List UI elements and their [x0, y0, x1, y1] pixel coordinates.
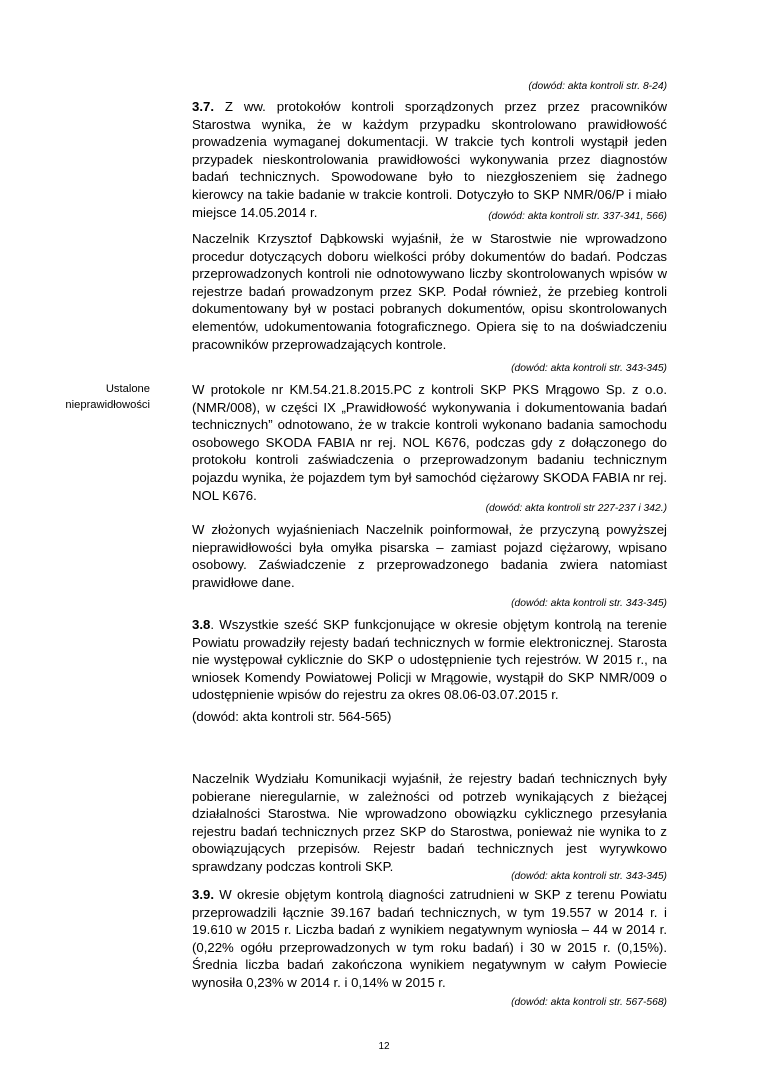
sidebar-label-line1: Ustalone	[105, 383, 150, 395]
sidebar-label-line2: nieprawidłowości	[65, 398, 150, 411]
evidence-note: (dowód: akta kontroli str. 567-568)	[511, 997, 667, 1008]
page-number: 12	[378, 1041, 390, 1052]
paragraph-wyjasnienia: W złożonych wyjaśnieniach Naczelnik poinformował, że przyczyną powyższej nieprawidłowości była omyłka pisarska – zamiast pojazd ciężarowy, wpisano osobowy. Zaświadczenie z przeprowadzonego badania zwiera natomiast prawidłowe dane.	[192, 522, 667, 590]
paragraph-naczelnik-1: Naczelnik Krzysztof Dąbkowski wyjaśnił, że w Starostwie nie wprowadzono procedur dotyczących doboru wielkości próby dokumentów do badań. Podczas przeprowadzonych kontroli nie odnotowywano liczby skontrolowanych wpisów w rejestrze badań prowadzonym przez SKP. Podał również, że przebieg kontroli dokumentowany był w postaci pobranych dokumentów, opisu skontrolowanych elementów, udokumentowania fotograficznego. Opiera się to na doświadczeniu pracowników przeprowadzających kontrole.	[192, 231, 667, 352]
section-number: 3.9.	[192, 887, 214, 902]
section-number: 3.7.	[192, 99, 214, 114]
section-text: . Wszystkie sześć SKP funkcjonujące w okresie objętym kontrolą na terenie Powiatu prowadziły rejesty badań technicznych w formie elektronicznej. Starosta nie występował cyklicznie do SKP o udostępnienie tych rejestrów. W 2015 r., na wniosek Komendy Powiatowej Policji w Mrągowie, wystąpił do SKP NMR/009 o udostępnienie wpisów do rejestru za okres 08.06-03.07.2015 r.	[192, 617, 667, 703]
paragraph-protokol: W protokole nr KM.54.21.8.2015.PC z kontroli SKP PKS Mrągowo Sp. z o.o. (NMR/008), w części IX „Prawidłowość wykonywania i dokumentowania badań technicznych” odnotowano, że w trakcie kontroli wykonano badania samochodu osobowego SKODA FABIA nr rej. NOL K676, podczas gdy z dołączonego do protokołu kontroli zaświadczenia o przeprowadzonym badaniu technicznym pojazdu wynika, że pojazdem tym był samochód ciężarowy SKODA FABIA nr rej. NOL K676.	[192, 382, 667, 503]
section-3-8	[192, 616, 667, 704]
evidence-note: (dowód: akta kontroli str. 564-565)	[192, 709, 392, 724]
evidence-note: (dowód: akta kontroli str 227-237 i 342.)	[485, 503, 667, 514]
section-3-7	[192, 98, 667, 221]
section-text: Z ww. protokołów kontroli sporządzonych przez przez pracowników Starostwa wynika, że w każdym przypadku skontrolowano prawidłowość prowadzenia wymaganej dokumentacji. W trakcie tych kontroli wystąpił jeden przypadek nieskontrolowania prawidłowości wykonywania przez diagnostów badań technicznych. Spowodowane było to niezgłoszeniem się żadnego kierowcy na takie badanie w trakcie kontroli. Dotyczyło to SKP NMR/06/P i miało miejsce 14.05.2014 r.	[192, 99, 667, 220]
evidence-note: (dowód: akta kontroli str. 343-345)	[511, 598, 667, 609]
section-number: 3.8	[192, 617, 211, 632]
evidence-note: (dowód: akta kontroli str. 337-341, 566)	[488, 211, 667, 222]
section-3-9	[192, 886, 667, 992]
main-column	[192, 0, 667, 1087]
evidence-note: (dowód: akta kontroli str. 8-24)	[528, 81, 667, 92]
evidence-note: (dowód: akta kontroli str. 343-345)	[511, 363, 667, 374]
section-text: W okresie objętym kontrolą diagności zatrudnieni w SKP z terenu Powiatu przeprowadzili łącznie 39.167 badań technicznych, w tym 19.557 w 2014 r. i 19.610 w 2015 r. Liczba badań z wynikiem negatywnym wyniosła – 44 w 2014 r. (0,22% ogółu przeprowadzonych w tym roku badań) i 30 w 2015 r. (0,15%). Średnia liczba badań zakończona wynikiem negatywnym w całym Powiecie wynosiła 0,23% w 2014 r. i 0,14% w 2015 r.	[192, 887, 668, 990]
paragraph-naczelnik-2: Naczelnik Wydziału Komunikacji wyjaśnił, że rejestry badań technicznych były pobierane nieregularnie, w zależności od potrzeb wynikających z bieżącej działalności Starostwa. Nie wprowadzono obowiązku cyklicznego przesyłania rejestru badań technicznych przez SKP do Starostwa, ponieważ nie wynika to z obowiązujących przepisów. Rejestr badań technicznych jest wyrywkowo sprawdzany podczas kontroli SKP.	[192, 771, 667, 874]
sidebar-label	[40, 382, 150, 413]
evidence-note: (dowód: akta kontroli str. 343-345)	[511, 871, 667, 882]
